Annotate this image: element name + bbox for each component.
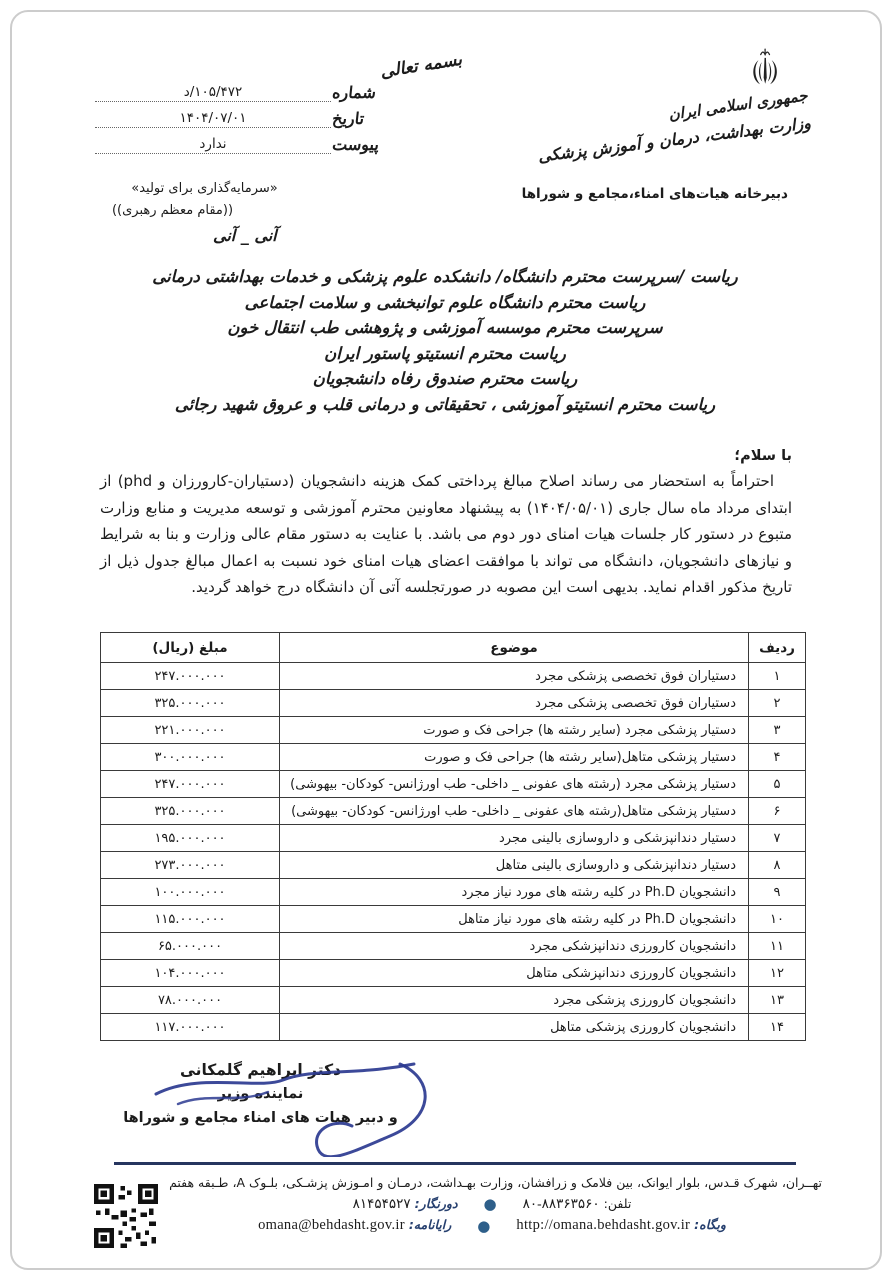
website-item bbox=[516, 1217, 726, 1234]
subject-cell: دانشجویان Ph.D در کلیه رشته های مورد نیاز متاهل bbox=[280, 906, 749, 933]
row-number-cell: ۱۳ bbox=[749, 987, 806, 1014]
phone-item bbox=[523, 1196, 632, 1212]
table-row bbox=[101, 663, 806, 690]
amount-cell: ۷۸.۰۰۰.۰۰۰ bbox=[101, 987, 280, 1014]
row-number-cell: ۱۴ bbox=[749, 1014, 806, 1041]
table-row bbox=[101, 987, 806, 1014]
table-row bbox=[101, 1014, 806, 1041]
address-line: تهــران، شهرک قـدس، بلوار ایوانک، بین فلامک و زرافشان، وزارت بهـداشت، درمـان و امـوزش پزشـکی، بلـوک A، طـبقه هفتم bbox=[169, 1175, 822, 1190]
letter-number-value: ۱۰۵/۴۷۲/د bbox=[95, 85, 331, 102]
row-number-cell: ۲ bbox=[749, 690, 806, 717]
subject-cell: دانشجویان کارورزی پزشکی متاهل bbox=[280, 1014, 749, 1041]
slogan-line-1: «سرمایه‌گذاری برای تولید» bbox=[131, 181, 278, 196]
subject-cell: دانشجویان Ph.D در کلیه رشته های مورد نیاز مجرد bbox=[280, 879, 749, 906]
letter-number-label: شماره bbox=[329, 83, 376, 102]
fax-label: دورنگار: bbox=[414, 1196, 458, 1211]
col-header-subject: موضوع bbox=[280, 633, 749, 663]
recipient-line: ریاست محترم انستیتو پاستور ایران bbox=[324, 343, 566, 363]
amount-cell: ۳۰۰.۰۰۰.۰۰۰ bbox=[101, 744, 280, 771]
letter-date-row bbox=[95, 106, 395, 128]
besmellah-text: بسمه تعالی bbox=[378, 49, 464, 83]
row-number-cell: ۷ bbox=[749, 825, 806, 852]
row-number-cell: ۳ bbox=[749, 717, 806, 744]
subject-cell: دانشجویان کارورزی پزشکی مجرد bbox=[280, 987, 749, 1014]
recipient-line: ریاست محترم صندوق رفاه دانشجویان bbox=[312, 369, 578, 388]
col-header-amount: مبلغ (ریال) bbox=[101, 633, 280, 663]
phone-fax-row bbox=[162, 1196, 822, 1212]
letter-date-value: ۱۴۰۴/۰۷/۰۱ bbox=[95, 111, 331, 128]
amount-cell: ۱۱۵.۰۰۰.۰۰۰ bbox=[101, 906, 280, 933]
signer-title-1: نماینده وزیر bbox=[217, 1086, 304, 1102]
body-paragraph: احتراماً به استحضار می رساند اصلاح مبالغ پرداختی کمک هزینه دانشجویان (دستیاران-کارورزان و phd) از ابتدای مرداد ماه سال جاری (۱۴۰۴/۰۵/۰۱) به پیشنهاد معاونین محترم آموزشی و توسعه مدیریت و منابع وزارت متبوع در دستور کار جلسات هیات امنای دور دوم می باشد. با عنایت به دستور مقام عالی وزارت و بنا به شرایط و نیازهای دانشجویان، دانشگاه می تواند با موافقت اعضای هیات امنای خود نسبت به اعمال مبالغ جدول ذیل از تاریخ مذکور اقدام نماید. بدیهی است این مصوبه در صورتجلسه آتی آن دانشگاه درج خواهد گردید. bbox=[100, 472, 792, 596]
signer-title-2: و دبیر هیات های امناء مجامع و شوراها bbox=[123, 1110, 398, 1126]
table-row bbox=[101, 690, 806, 717]
fax-number: ۸۱۴۵۴۵۲۷ bbox=[352, 1196, 411, 1211]
email-address: omana@behdasht.gov.ir bbox=[258, 1217, 405, 1233]
letter-number-row bbox=[95, 80, 395, 102]
iran-emblem-icon bbox=[743, 48, 785, 92]
table-row bbox=[101, 906, 806, 933]
table-row bbox=[101, 960, 806, 987]
amount-cell: ۱۰۰.۰۰۰.۰۰۰ bbox=[101, 879, 280, 906]
table-row bbox=[101, 771, 806, 798]
amount-cell: ۲۲۱.۰۰۰.۰۰۰ bbox=[101, 717, 280, 744]
amount-cell: ۱۹۵.۰۰۰.۰۰۰ bbox=[101, 825, 280, 852]
amount-cell: ۶۵.۰۰۰.۰۰۰ bbox=[101, 933, 280, 960]
row-number-cell: ۸ bbox=[749, 852, 806, 879]
amount-cell: ۳۲۵.۰۰۰.۰۰۰ bbox=[101, 690, 280, 717]
letter-meta-block bbox=[95, 80, 395, 158]
fax-item bbox=[353, 1196, 458, 1212]
email-label: رایانامه: bbox=[408, 1217, 452, 1232]
subject-cell: دستیاران فوق تخصصی پزشکی مجرد bbox=[280, 663, 749, 690]
signature-block bbox=[108, 1058, 413, 1130]
website-label: وبگاه: bbox=[694, 1217, 726, 1232]
table-row bbox=[101, 717, 806, 744]
row-number-cell: ۱۱ bbox=[749, 933, 806, 960]
table-row bbox=[101, 744, 806, 771]
table-row bbox=[101, 825, 806, 852]
subject-cell: دستیار پزشکی متاهل(سایر رشته ها) جراحی فک و صورت bbox=[280, 744, 749, 771]
web-email-row bbox=[162, 1217, 822, 1234]
phone-label: تلفن: bbox=[603, 1196, 632, 1211]
subject-cell: دستیار دندانپزشکی و داروسازی بالینی مجرد bbox=[280, 825, 749, 852]
row-number-cell: ۱۲ bbox=[749, 960, 806, 987]
row-number-cell: ۹ bbox=[749, 879, 806, 906]
recipient-line: ریاست محترم دانشگاه علوم توانبخشی و سلامت اجتماعی bbox=[244, 292, 646, 312]
footer-contact-block bbox=[162, 1174, 822, 1234]
row-number-cell: ۶ bbox=[749, 798, 806, 825]
subject-cell: دستیار پزشکی مجرد (سایر رشته ها) جراحی فک و صورت bbox=[280, 717, 749, 744]
table-row bbox=[101, 879, 806, 906]
amount-cell: ۲۷۳.۰۰۰.۰۰۰ bbox=[101, 852, 280, 879]
qr-code bbox=[94, 1184, 158, 1248]
signer-name: دکتر ابراهیم گلمکانی bbox=[179, 1061, 342, 1079]
bullet-icon: ● bbox=[477, 1216, 491, 1235]
footer-divider bbox=[114, 1162, 796, 1165]
salutation: با سلام؛ bbox=[734, 448, 792, 464]
table-row bbox=[101, 933, 806, 960]
letter-date-label: تاریخ bbox=[329, 109, 365, 128]
subject-cell: دستیار دندانپزشکی و داروسازی بالینی متاهل bbox=[280, 852, 749, 879]
phone-number: ۸۸۳۶۳۵۶۰-۸۰ bbox=[522, 1196, 600, 1211]
bullet-icon: ● bbox=[483, 1195, 497, 1213]
amount-cell: ۱۱۷.۰۰۰.۰۰۰ bbox=[101, 1014, 280, 1041]
letter-attachment-label: پیوست bbox=[329, 135, 380, 154]
slogan-line-2: ((مقام معظم رهبری)) bbox=[111, 203, 234, 218]
recipient-line: ریاست محترم انستیتو آموزشی ، تحقیقاتی و درمانی قلب و عروق شهید رجائی bbox=[174, 394, 716, 414]
org-name-calligraphy: جمهوری اسلامی ایران bbox=[667, 86, 809, 124]
row-number-cell: ۵ bbox=[749, 771, 806, 798]
letter-attachment-row bbox=[95, 132, 395, 154]
subject-cell: دانشجویان کارورزی دندانپزشکی مجرد bbox=[280, 933, 749, 960]
urgency-label: آنی _ آنی bbox=[213, 226, 277, 245]
table-header-row bbox=[101, 633, 806, 663]
table-row bbox=[101, 798, 806, 825]
letter-attachment-value: ندارد bbox=[95, 137, 331, 154]
row-number-cell: ۱ bbox=[749, 663, 806, 690]
col-header-row-number: ردیف bbox=[749, 633, 806, 663]
amounts-table bbox=[100, 632, 806, 1041]
row-number-cell: ۴ bbox=[749, 744, 806, 771]
subject-cell: دستیار پزشکی مجرد (رشته های عفونی _ داخلی- طب اورژانس- کودکان- بیهوشی) bbox=[280, 771, 749, 798]
secretariat-title: دبیرخانه هیات‌های امناء،مجامع و شوراها bbox=[521, 186, 788, 202]
amount-cell: ۱۰۴.۰۰۰.۰۰۰ bbox=[101, 960, 280, 987]
amount-cell: ۳۲۵.۰۰۰.۰۰۰ bbox=[101, 798, 280, 825]
row-number-cell: ۱۰ bbox=[749, 906, 806, 933]
amount-cell: ۲۴۷.۰۰۰.۰۰۰ bbox=[101, 771, 280, 798]
recipient-line: سرپرست محترم موسسه آموزشی و پژوهشی طب انتقال خون bbox=[227, 318, 663, 337]
recipients-list bbox=[95, 264, 795, 417]
table-row bbox=[101, 852, 806, 879]
email-item bbox=[258, 1217, 451, 1234]
recipient-line: ریاست /سرپرست محترم دانشگاه/ دانشکده علوم پزشکی و خدمات بهداشتی درمانی bbox=[152, 267, 738, 286]
subject-cell: دانشجویان کارورزی دندانپزشکی متاهل bbox=[280, 960, 749, 987]
subject-cell: دستیاران فوق تخصصی پزشکی مجرد bbox=[280, 690, 749, 717]
subject-cell: دستیار پزشکی متاهل(رشته های عفونی _ داخلی- طب اورژانس- کودکان- بیهوشی) bbox=[280, 798, 749, 825]
amount-cell: ۲۴۷.۰۰۰.۰۰۰ bbox=[101, 663, 280, 690]
website-url: http://omana.behdasht.gov.ir bbox=[516, 1217, 691, 1233]
ministry-name-calligraphy: وزارت بهداشت، درمان و آموزش پزشکی bbox=[537, 113, 813, 166]
